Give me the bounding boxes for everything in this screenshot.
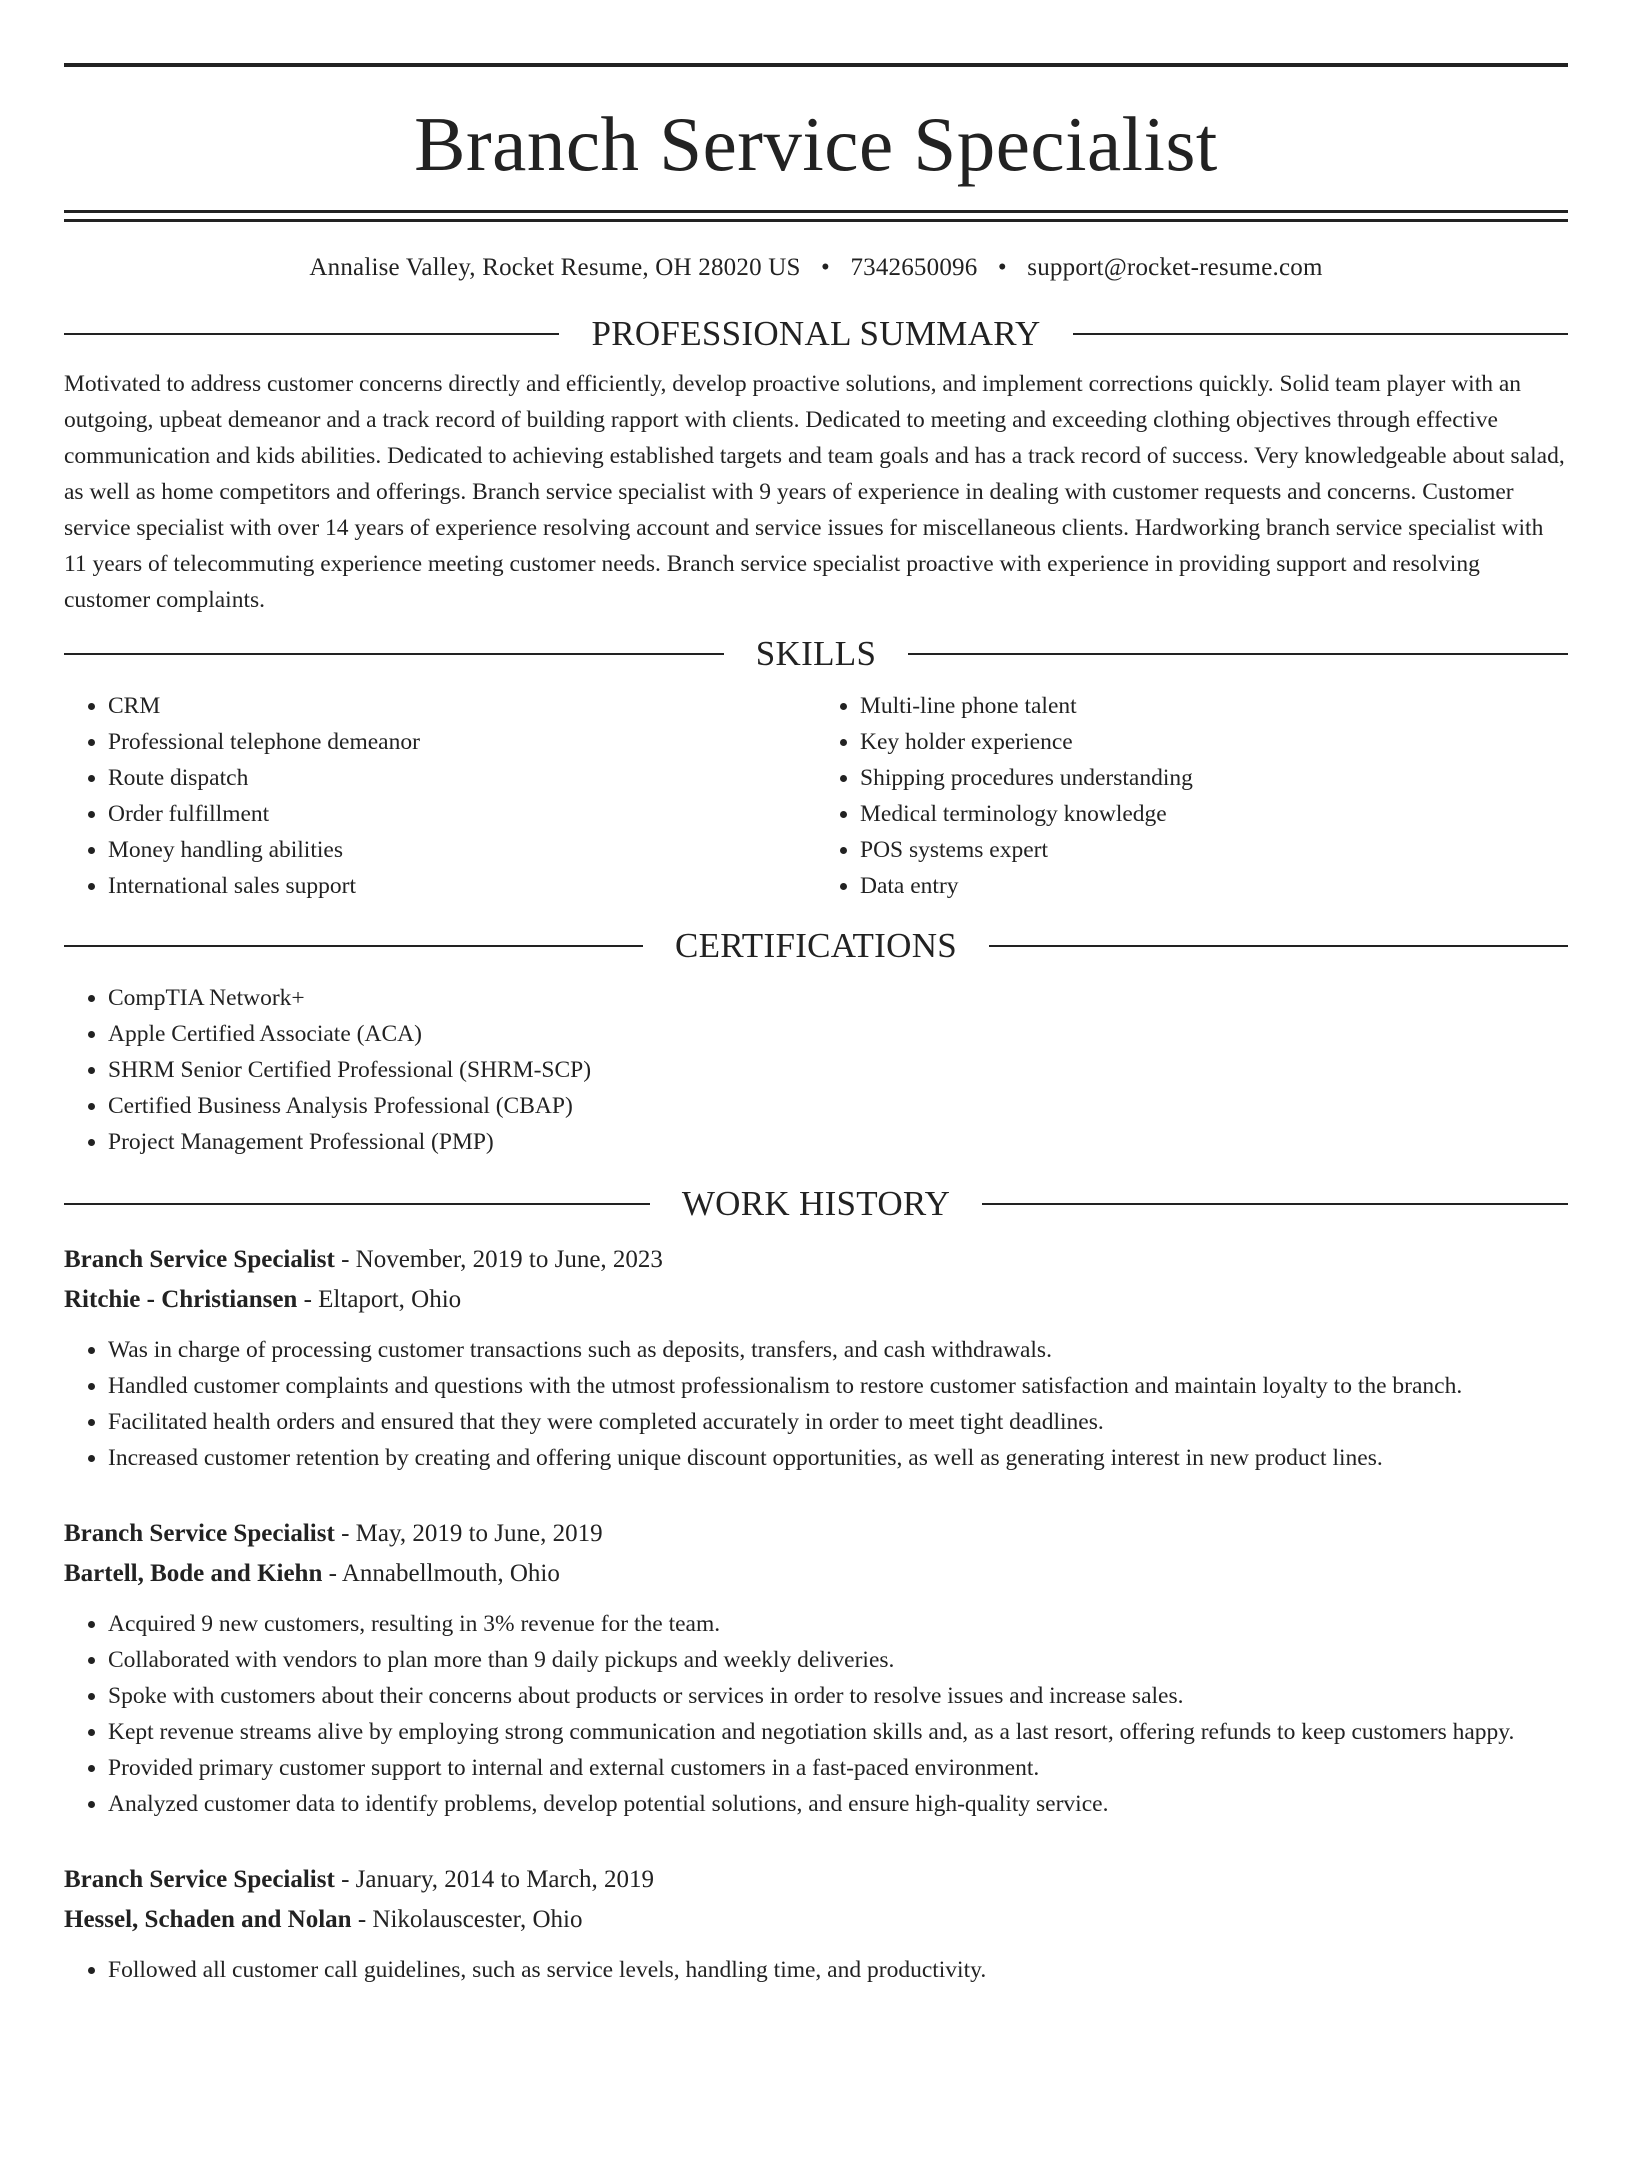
job-bullet: • Kept revenue streams alive by employing strong communication and negotiation skills and, as a last resort, offering refunds to keep customers happy. xyxy=(108,1714,1568,1750)
job-bullet: • Analyzed customer data to identify problems, develop potential solutions, and ensure high-quality service. xyxy=(108,1786,1568,1822)
skill-item: • CRM xyxy=(108,688,816,724)
job-bullet: • Handled customer complaints and questions with the utmost professionalism to restore customer satisfaction and maintain loyalty to the branch. xyxy=(108,1368,1568,1404)
job-bullets xyxy=(64,1606,1568,1822)
job-bullet: • Increased customer retention by creating and offering unique discount opportunities, as well as generating interest in new product lines. xyxy=(108,1440,1568,1476)
contact-line xyxy=(64,252,1568,284)
job-title: Branch Service Specialist xyxy=(64,1246,335,1273)
skill-item: • Order fulfillment xyxy=(108,796,816,832)
job-entry xyxy=(64,1860,1568,1988)
heading-rule-right xyxy=(989,945,1568,947)
summary-text: Motivated to address customer concerns directly and efficiently, develop proactive solutions, and implement corrections quickly. Solid team player with an outgoing, upbeat demeanor and a track record of building rapport with clients. Dedicated to meeting and exceeding clothing objectives through effective communication and kids abilities. Dedicated to achieving established targets and team goals and has a track record of success. Very knowledgeable about salad, as well as home competitors and offerings. Branch service specialist with 9 years of experience in dealing with customer requests and concerns. Customer service specialist with over 14 years of experience resolving account and service issues for miscellaneous clients. Hardworking branch service specialist with 11 years of telecommuting experience meeting customer needs. Branch service specialist proactive with experience in providing support and resolving customer complaints. xyxy=(64,371,1565,613)
certification-item: • Apple Certified Associate (ACA) xyxy=(108,1016,1568,1052)
resume-title: Branch Service Specialist xyxy=(414,101,1218,187)
skills-right-list xyxy=(816,688,1568,904)
job-bullet: • Provided primary customer support to internal and external customers in a fast-paced environment. xyxy=(108,1750,1568,1786)
job-company: Bartell, Bode and Kiehn xyxy=(64,1560,323,1587)
job-bullet: • Spoke with customers about their concerns about products or services in order to resolve issues and increase sales. xyxy=(108,1678,1568,1714)
job-bullets xyxy=(64,1952,1568,1988)
job-location: - Annabellmouth, Ohio xyxy=(322,1560,560,1587)
skill-item: • Multi-line phone talent xyxy=(860,688,1568,724)
job-company-line xyxy=(64,1900,1568,1940)
heading-rule-right xyxy=(1073,333,1568,335)
job-entry xyxy=(64,1514,1568,1822)
summary-heading xyxy=(64,312,1568,356)
skills-left-list xyxy=(64,688,816,904)
job-bullets xyxy=(64,1332,1568,1476)
certification-item: • Project Management Professional (PMP) xyxy=(108,1124,1568,1160)
job-bullet: • Followed all customer call guidelines, such as service levels, handling time, and productivity. xyxy=(108,1952,1568,1988)
contact-phone: 7342650096 xyxy=(850,254,978,281)
top-rule xyxy=(64,63,1568,67)
heading-rule-left xyxy=(64,653,724,655)
contact-email: support@rocket-resume.com xyxy=(1027,254,1323,281)
job-entry xyxy=(64,1240,1568,1476)
heading-rule-left xyxy=(64,945,643,947)
heading-rule-left xyxy=(64,333,559,335)
skills-heading-label: SKILLS xyxy=(755,634,877,673)
job-company: Ritchie - Christiansen xyxy=(64,1286,298,1313)
job-dates: - November, 2019 to June, 2023 xyxy=(334,1246,663,1273)
certifications-heading xyxy=(64,924,1568,968)
skill-item: • Shipping procedures understanding xyxy=(860,760,1568,796)
skill-item: • Route dispatch xyxy=(108,760,816,796)
summary-heading-label: PROFESSIONAL SUMMARY xyxy=(591,314,1041,353)
certification-item: • SHRM Senior Certified Professional (SHRM-SCP) xyxy=(108,1052,1568,1088)
work-heading-label: WORK HISTORY xyxy=(681,1184,951,1223)
heading-rule-right xyxy=(908,653,1568,655)
contact-address: Annalise Valley, Rocket Resume, OH 28020 US xyxy=(309,254,801,281)
job-location: - Nikolauscester, Ohio xyxy=(351,1906,583,1933)
job-dates: - May, 2019 to June, 2019 xyxy=(334,1520,603,1547)
job-bullet: • Collaborated with vendors to plan more than 9 daily pickups and weekly deliveries. xyxy=(108,1642,1568,1678)
job-bullet: • Facilitated health orders and ensured that they were completed accurately in order to meet tight deadlines. xyxy=(108,1404,1568,1440)
certifications-heading-label: CERTIFICATIONS xyxy=(674,926,958,965)
job-location: - Eltaport, Ohio xyxy=(297,1286,462,1313)
work-heading xyxy=(64,1182,1568,1226)
skill-item: • Key holder experience xyxy=(860,724,1568,760)
skill-item: • Data entry xyxy=(860,868,1568,904)
resume-page xyxy=(0,63,1632,2175)
certifications-list xyxy=(64,980,1568,1160)
contact-separator: • xyxy=(821,254,830,281)
job-title: Branch Service Specialist xyxy=(64,1520,335,1547)
contact-separator: • xyxy=(997,254,1007,281)
job-company: Hessel, Schaden and Nolan xyxy=(64,1906,352,1933)
heading-rule-right xyxy=(982,1203,1568,1205)
skills-heading xyxy=(64,632,1568,676)
certification-item: • Certified Business Analysis Professional (CBAP) xyxy=(108,1088,1568,1124)
job-bullet: • Acquired 9 new customers, resulting in 3% revenue for the team. xyxy=(108,1606,1568,1642)
title-double-rule xyxy=(64,210,1568,222)
heading-rule-left xyxy=(64,1203,650,1205)
skill-item: • Professional telephone demeanor xyxy=(108,724,816,760)
skill-item: • International sales support xyxy=(108,868,816,904)
certification-item: • CompTIA Network+ xyxy=(108,980,1568,1016)
job-company-line xyxy=(64,1280,1568,1320)
job-title-line xyxy=(64,1240,1568,1280)
skills-columns xyxy=(64,688,1568,904)
skill-item: • Money handling abilities xyxy=(108,832,816,868)
job-title: Branch Service Specialist xyxy=(64,1866,335,1893)
job-company-line xyxy=(64,1554,1568,1594)
job-title-line xyxy=(64,1514,1568,1554)
job-bullet: • Was in charge of processing customer transactions such as deposits, transfers, and cash withdrawals. xyxy=(108,1332,1568,1368)
job-title-line xyxy=(64,1860,1568,1900)
job-dates: - January, 2014 to March, 2019 xyxy=(334,1866,654,1893)
skill-item: • Medical terminology knowledge xyxy=(860,796,1568,832)
skill-item: • POS systems expert xyxy=(860,832,1568,868)
